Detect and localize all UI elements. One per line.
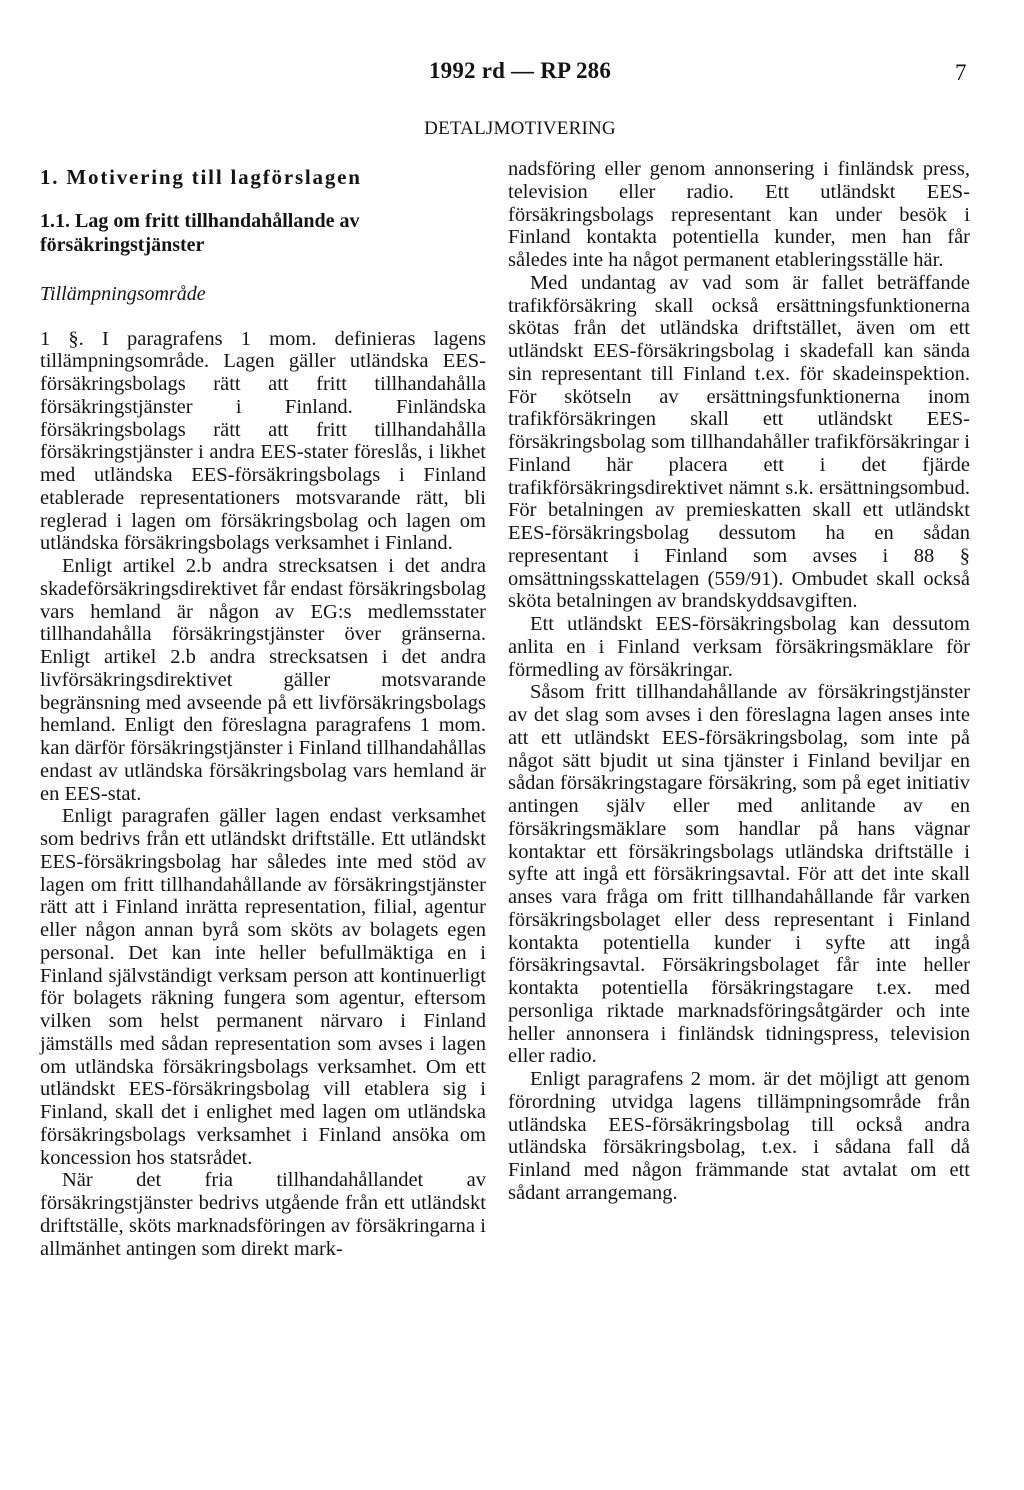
paragraph: 1 §. I paragrafens 1 mom. definieras lagens tillämpningsområde. Lagen gäller utländska EES-försäkringsbolags rätt att fritt tillhandahålla försäkringstjänster i Finland. Finländska försäkringsbolags rätt att fritt tillhandahålla försäkringstjänster i andra EES-stater föreslås, i likhet med utländska EES-försäkringsbolags i Finland etablerade representationers motsvarande rätt, bli reglerad i lagen om försäkringsbolag och lagen om utländska försäkringsbolags verksamhet i Finland. bbox=[40, 327, 486, 555]
right-column bbox=[508, 158, 970, 1205]
paragraph: Såsom fritt tillhandahållande av försäkringstjänster av det slag som avses i den föreslagna lagen anses inte att ett utländskt EES-försäkringsbolag, som inte på något sätt bjudit ut sina tjänster i Finland beviljar en sådan försäkringstagare försäkring, som på eget initiativ antingen själv eller med anlitande av en försäkringsmäklare som handlar på hans vägnar kontaktar ett försäkringsbolags utländska driftställe i syfte att ingå ett försäkringsavtal. För att det inte skall anses vara fråga om fritt tillhandahållande får varken försäkringsbolaget eller dess representant i Finland kontakta potentiella kunder i syfte att ingå försäkringsavtal. Försäkringsbolaget får inte heller kontakta potentiella försäkringstagare t.ex. med personliga riktade marknadsföringsåtgärder och inte heller annonsera i finländsk tidningspress, television eller radio. bbox=[508, 681, 970, 1068]
paragraph: nadsföring eller genom annonsering i finländsk press, television eller radio. Ett utländskt EES-försäkringsbolags representant kan under besök i Finland kontakta potentiella kunder, men han får således inte ha något permanent etableringsställe här. bbox=[508, 158, 970, 271]
running-head: 1992 rd — RP 286 bbox=[428, 58, 612, 83]
heading-motivering: 1. Motivering till lagförslagen bbox=[40, 165, 362, 189]
paragraph: Enligt paragrafens 2 mom. är det möjligt att genom förordning utvidga lagens tillämpningsområde från utländska EES-försäkringsbolag till också andra utländska försäkringsbolag, t.ex. i sådana fall då Finland med någon främmande stat avtalat om ett sådant arrangemang. bbox=[508, 1068, 970, 1204]
paragraph: Enligt paragrafen gäller lagen endast verksamhet som bedrivs från ett utländskt driftställe. Ett utländskt EES-försäkringsbolag har således inte med stöd av lagen om fritt tillhandahållande av försäkringstjänster rätt att i Finland inrätta representation, filial, agentur eller någon annan byrå som sköts av bolagets egen personal. Det kan inte heller befullmäktiga en i Finland självständigt verksam person att kontinuerligt för bolagets räkning fungera som agentur, eftersom vilken som helst permanent närvaro i Finland jämställs med sådan representation som avses i lagen om utländska försäkringsbolags verksamhet. Om ett utländskt EES-försäkringsbolag vill etablera sig i Finland, skall det i enlighet med lagen om utländska försäkringsbolags verksamhet i Finland ansöka om koncession hos statsrådet. bbox=[40, 805, 486, 1169]
page-header bbox=[0, 58, 1024, 98]
paragraph: Ett utländskt EES-försäkringsbolag kan dessutom anlita en i Finland verksam försäkringsmäklare för förmedling av försäkringar. bbox=[508, 613, 970, 681]
paragraph: Enligt artikel 2.b andra strecksatsen i det andra skadeförsäkringsdirektivet får endast försäkringsbolag vars hemland är någon av EG:s medlemsstater tillhandahålla försäkringstjänster över gränserna. Enligt artikel 2.b andra strecksatsen i det andra livförsäkringsdirektivet gäller motsvarande begränsning med avseende på ett livförsäkringsbolags hemland. Enligt den föreslagna paragrafens 1 mom. kan därför försäkringstjänster i Finland tillhandahållas endast av utländska försäkringsbolag vars hemland är en EES-stat. bbox=[40, 555, 486, 805]
heading-tillampningsomrade: Tillämpningsområde bbox=[40, 282, 206, 305]
paragraph: När det fria tillhandahållandet av försäkringstjänster bedrivs utgående från ett utländskt driftställe, sköts marknadsföringen av försäkringarna i allmänhet antingen som direkt mark- bbox=[40, 1169, 486, 1260]
paragraph: Med undantag av vad som är fallet beträffande trafikförsäkring skall också ersättningsfunktionerna skötas från det utländska driftstället, även om ett utländskt EES-försäkringsbolag i skadefall kan sända sin representant till Finland t.ex. för skadeinspektion. För skötseln av ersättningsfunktionerna inom trafikförsäkringen skall ett utländskt EES-försäkringsbolag som tillhandahåller trafikförsäkringar i Finland här placera ett i det fjärde trafikförsäkringsdirektivet nämnt s.k. ersättningsombud. För betalningen av premieskatten skall ett utländskt EES-försäkringsbolag dessutom ha en sådan representant i Finland som avses i 88 § omsättningsskattelagen (559/91). Ombudet skall också sköta betalningen av brandskyddsavgiften. bbox=[508, 271, 970, 613]
section-title: DETALJMOTIVERING bbox=[424, 118, 616, 139]
left-column bbox=[40, 158, 486, 1260]
heading-lag-om-fritt-tillhandahallande: 1.1. Lag om fritt tillhandahållande av försäkringstjänster bbox=[40, 209, 360, 256]
page-number: 7 bbox=[955, 60, 967, 85]
